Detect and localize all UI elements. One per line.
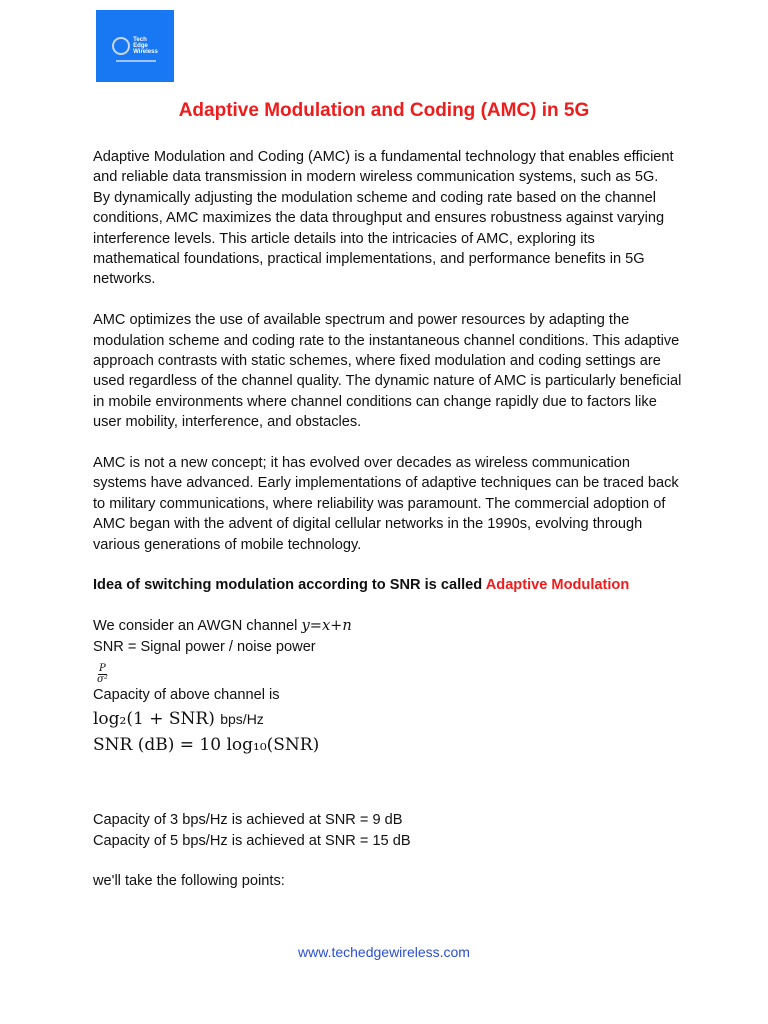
article-body	[93, 147, 683, 892]
capacity-expression: log₂(1 + SNR)	[93, 708, 215, 729]
globe-icon	[112, 37, 130, 55]
logo-text: Tech Edge Wireless	[133, 37, 158, 55]
spectrum-paragraph: AMC optimizes the use of available spectrum and power resources by adapting the modulation scheme and coding rate to the instantaneous channel conditions. This adaptive approach contrasts with static schemes, where fixed modulation and coding settings are used regardless of the channel quality. The dynamic nature of AMC is particularly beneficial in mobile environments where channel conditions can change rapidly due to factors like user mobility, interference, and obstacles.	[93, 312, 682, 431]
capacity-line-2: Capacity of 5 bps/Hz is achieved at SNR = 15 dB	[93, 832, 411, 849]
brand-logo	[96, 10, 174, 82]
snr-definition: SNR = Signal power / noise power	[93, 638, 316, 655]
capacity-unit: bps/Hz	[220, 710, 264, 727]
power-fraction	[97, 657, 683, 685]
capacity-formula	[93, 706, 683, 732]
capacity-intro: Capacity of above channel is	[93, 687, 280, 704]
capacity-line-1: Capacity of 3 bps/Hz is achieved at SNR = 9 dB	[93, 812, 403, 829]
awgn-lead: We consider an AWGN channel	[93, 618, 302, 635]
page-title: Adaptive Modulation and Coding (AMC) in 5G	[178, 100, 590, 121]
channel-equation: y=x+n	[301, 617, 352, 635]
points-intro: we'll take the following points:	[93, 873, 285, 890]
idea-heading	[93, 575, 683, 595]
snr-db-formula: SNR (dB) = 10 log₁₀(SNR)	[93, 734, 320, 755]
idea-lead: Idea of switching modulation according to SNR is called	[93, 577, 486, 594]
intro-paragraph-continued: By dynamically adjusting the modulation scheme and coding rate based on the channel conditions, AMC maximizes the data throughput and ensures robustness against varying interference levels. This article details into the intricacies of AMC, exploring its mathematical foundations, practical implementations, and performance benefits in 5G networks.	[93, 189, 665, 288]
logo-url-line	[116, 60, 156, 62]
fraction-denominator: σ²	[97, 674, 108, 686]
idea-highlight: Adaptive Modulation	[485, 577, 630, 594]
intro-paragraph: Adaptive Modulation and Coding (AMC) is a fundamental technology that enables efficient and reliable data transmission in modern wireless communication systems, such as 5G.	[93, 149, 674, 186]
awgn-line	[93, 616, 683, 636]
footer-website-link[interactable]: www.techedgewireless.com	[298, 944, 470, 960]
fraction-numerator: P	[99, 663, 106, 675]
history-paragraph: AMC is not a new concept; it has evolved over decades as wireless communication systems have advanced. Early implementations of adaptive techniques can be traced back to military communications, where reliability was paramount. The commercial adoption of AMC began with the advent of digital cellular networks in the 1990s, evolving through various generations of mobile technology.	[93, 455, 679, 553]
